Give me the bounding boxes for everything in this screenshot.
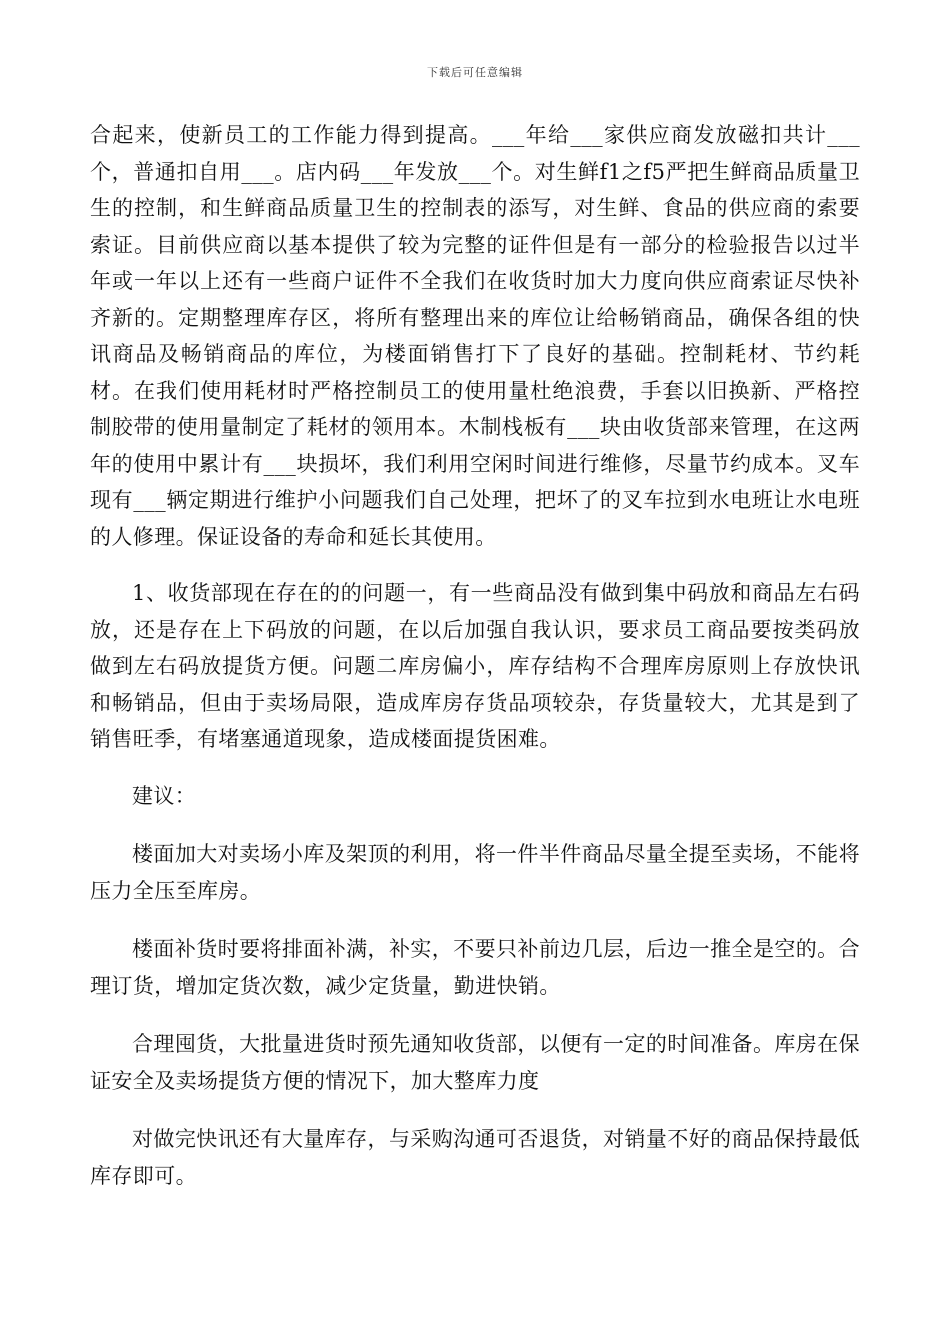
paragraph-suggestion-3: 合理囤货，大批量进货时预先通知收货部，以便有一定的时间准备。库房在保证安全及卖场提货方便的情况下，加大整库力度 xyxy=(90,1032,860,1093)
paragraph-suggestion-1: 楼面加大对卖场小库及架顶的利用，将一件半件商品尽量全提至卖场，不能将压力全压至库房。 xyxy=(90,842,860,903)
paragraph-suggestion-heading: 建议： xyxy=(132,783,197,808)
paragraph-continuation: 合起来，使新员工的工作能力得到提高。___年给___家供应商发放磁扣共计___个，普通扣自用___。店内码___年发放___个。对生鲜f1之f5严把生鲜商品质量卫生的控制，和生鲜商品质量卫生的控制表的添写，对生鲜、食品的供应商的索要索证。目前供应商以基本提供了较为完整的证件但是有一部分的检验报告以过半年或一年以上还有一些商户证件不全我们在收货时加大力度向供应商索证尽快补齐新的。定期整理库存区，将所有整理出来的库位让给畅销商品，确保各组的快讯商品及畅销商品的库位，为楼面销售打下了良好的基础。控制耗材、节约耗材。在我们使用耗材时严格控制员工的使用量杜绝浪费，手套以旧换新、严格控制胶带的使用量制定了耗材的领用本。木制栈板有___块由收货部来管理，在这两年的使用中累计有___块损坏，我们利用空闲时间进行维修，尽量节约成本。叉车现有___辆定期进行维护小问题我们自己处理，把坏了的叉车拉到水电班让水电班的人修理。保证设备的寿命和延长其使用。 xyxy=(90,123,860,549)
paragraph-suggestion-2: 楼面补货时要将排面补满，补实，不要只补前边几层，后边一推全是空的。合理订货，增加定货次数，减少定货量，勤进快销。 xyxy=(90,937,860,998)
document-body xyxy=(90,117,860,1194)
paragraph-suggestion-4: 对做完快讯还有大量库存，与采购沟通可否退货，对销量不好的商品保持最低库存即可。 xyxy=(90,1127,860,1188)
page-header-note: 下载后可任意编辑 xyxy=(427,66,523,79)
paragraph-problems: 1、收货部现在存在的的问题一，有一些商品没有做到集中码放和商品左右码放，还是存在上下码放的问题，在以后加强自我认识，要求员工商品要按类码放做到左右码放提货方便。问题二库房偏小，库存结构不合理库房原则上存放快讯和畅销品，但由于卖场局限，造成库房存货品项较杂，存货量较大，尤其是到了销售旺季，有堵塞通道现象，造成楼面提货困难。 xyxy=(90,581,860,751)
